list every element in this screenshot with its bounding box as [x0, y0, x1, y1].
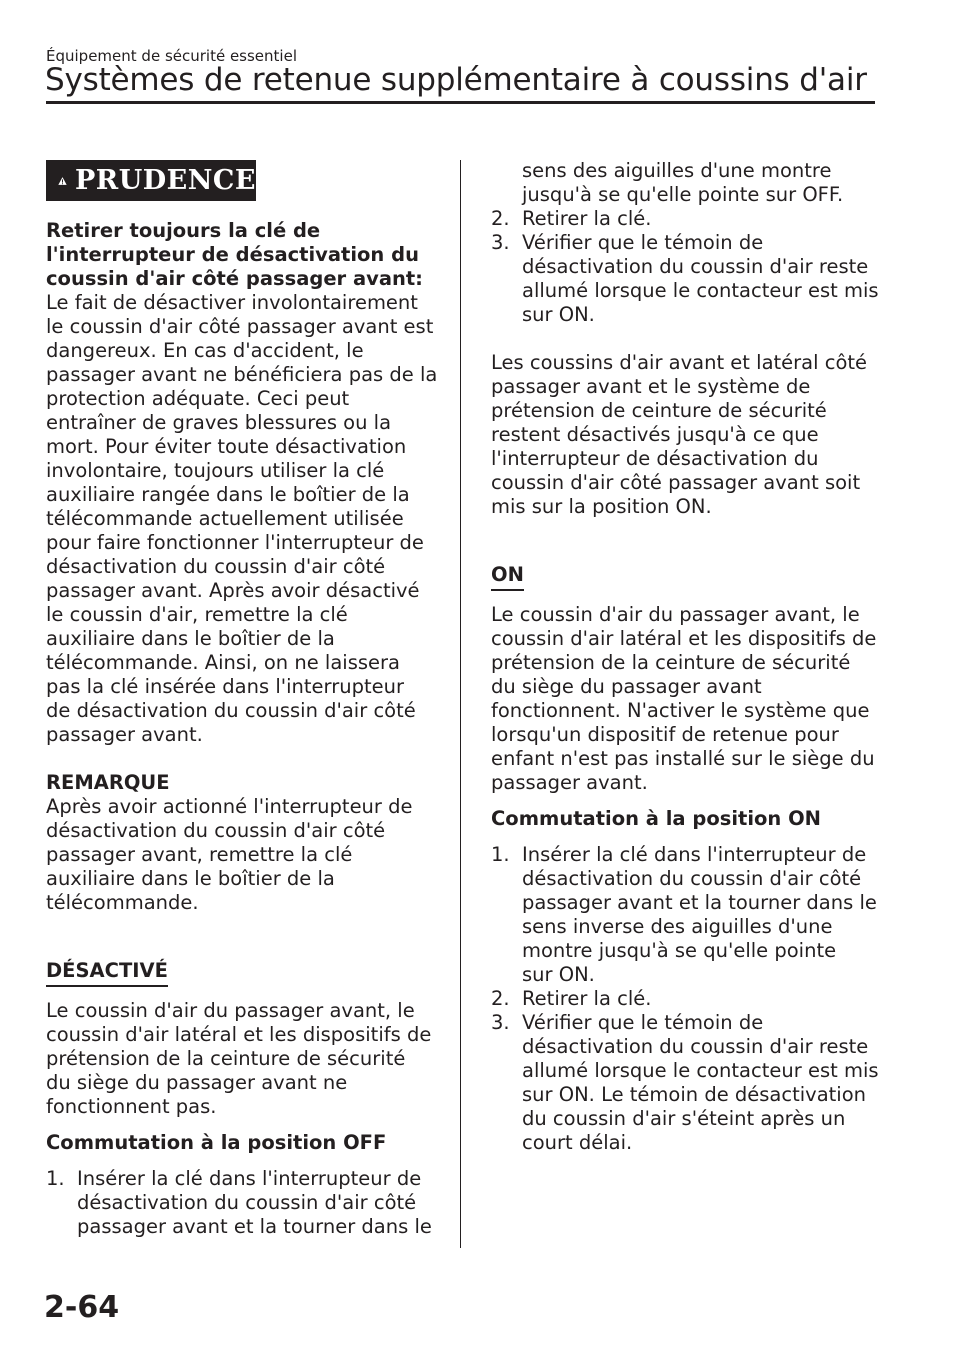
step-line: Insérer la clé dans l'interrupteur de	[77, 1167, 422, 1190]
off-body-line: fonctionnent pas.	[46, 1095, 217, 1118]
on-body-line: Le coussin d'air du passager avant, le	[491, 603, 860, 626]
off-step-3	[491, 231, 886, 327]
caution-banner	[46, 160, 256, 201]
caution-heading-line: l'interrupteur de désactivation du	[46, 243, 419, 266]
note-line: télécommande.	[46, 891, 199, 914]
off-body-line: du siège du passager avant ne	[46, 1071, 348, 1094]
on-subheading: Commutation à la position ON	[491, 807, 821, 830]
on-step-3	[491, 1011, 886, 1155]
on-body-line: fonctionnent. N'activer le système que	[491, 699, 870, 722]
caution-body	[46, 291, 436, 747]
caution-body-line: le coussin d'air côté passager avant est	[46, 315, 434, 338]
off-body-line: Le coussin d'air du passager avant, le	[46, 999, 415, 1022]
step-line: jusqu'à se qu'elle pointe sur OFF.	[522, 183, 844, 206]
off-section-heading: DÉSACTIVÉ	[46, 959, 168, 987]
page-number: 2-64	[44, 1290, 120, 1325]
step-number: 3.	[491, 231, 510, 254]
right-column	[491, 159, 886, 1155]
column-divider	[460, 160, 461, 1248]
off-body-line: prétension de la ceinture de sécurité	[46, 1047, 406, 1070]
on-section-body	[491, 603, 886, 795]
off-step-1	[46, 1167, 436, 1239]
caution-body-line: entraîner de graves blessures ou la	[46, 411, 392, 434]
caution-body-line: passager avant. Après avoir désactivé	[46, 579, 420, 602]
caution-label: PRUDENCE	[74, 164, 256, 196]
step-line: sens des aiguilles d'une montre	[522, 159, 832, 182]
step-line: sur ON.	[522, 963, 595, 986]
caution-heading-line: coussin d'air côté passager avant:	[46, 267, 423, 290]
step-number: 2.	[491, 207, 510, 230]
caution-body-line: involontaire, toujours utiliser la clé	[46, 459, 385, 482]
header-divider	[46, 101, 875, 104]
on-step-2	[491, 987, 886, 1011]
step-line: Vérifier que le témoin de	[522, 231, 764, 254]
step-line: court délai.	[522, 1131, 633, 1154]
step-line: montre jusqu'à se qu'elle pointe	[522, 939, 837, 962]
step-line: Retirer la clé.	[522, 987, 652, 1010]
summary-line: passager avant et le système de	[491, 375, 811, 398]
on-body-line: passager avant.	[491, 771, 648, 794]
summary-line: mis sur la position ON.	[491, 495, 712, 518]
step-line: désactivation du coussin d'air côté	[522, 867, 862, 890]
step-number: 1.	[491, 843, 510, 866]
on-body-line: du siège du passager avant	[491, 675, 762, 698]
left-column	[46, 160, 436, 1239]
note-body	[46, 795, 436, 915]
caution-body-line: pas la clé insérée dans l'interrupteur	[46, 675, 404, 698]
off-step-2	[491, 207, 886, 231]
caution-heading	[46, 219, 436, 291]
caution-body-line: passager avant ne bénéficiera pas de la	[46, 363, 438, 386]
step-line: désactivation du coussin d'air reste	[522, 255, 869, 278]
header-section-label: Équipement de sécurité essentiel	[46, 47, 297, 65]
off-summary	[491, 351, 886, 519]
on-body-line: prétension de la ceinture de sécurité	[491, 651, 851, 674]
page-title: Systèmes de retenue supplémentaire à coussins d'air	[45, 62, 867, 98]
caution-body-line: télécommande. Ainsi, on ne laissera	[46, 651, 400, 674]
step-number: 1.	[46, 1167, 65, 1190]
step-number: 3.	[491, 1011, 510, 1034]
off-subheading: Commutation à la position OFF	[46, 1131, 387, 1154]
on-body-line: lorsqu'un dispositif de retenue pour	[491, 723, 839, 746]
caution-body-line: désactivation du coussin d'air côté	[46, 555, 386, 578]
step-line: sens inverse des aiguilles d'une	[522, 915, 833, 938]
step-line: Retirer la clé.	[522, 207, 652, 230]
caution-body-line: le coussin d'air, remettre la clé	[46, 603, 348, 626]
caution-body-line: passager avant.	[46, 723, 203, 746]
caution-heading-line: Retirer toujours la clé de	[46, 219, 321, 242]
note-label: REMARQUE	[46, 771, 170, 794]
on-section-heading: ON	[491, 563, 524, 591]
caution-body-line: dangereux. En cas d'accident, le	[46, 339, 364, 362]
caution-body-line: pour faire fonctionner l'interrupteur de	[46, 531, 424, 554]
step-line: Vérifier que le témoin de	[522, 1011, 764, 1034]
off-section-body	[46, 999, 436, 1119]
summary-line: l'interrupteur de désactivation du	[491, 447, 819, 470]
step-line: désactivation du coussin d'air côté	[77, 1191, 417, 1214]
note-line: passager avant, remettre la clé	[46, 843, 353, 866]
warning-triangle-icon	[58, 167, 67, 195]
note-line: désactivation du coussin d'air côté	[46, 819, 386, 842]
step-line: sur ON. Le témoin de désactivation	[522, 1083, 867, 1106]
step-line: allumé lorsque le contacteur est mis	[522, 1059, 879, 1082]
on-body-line: enfant n'est pas installé sur le siège du	[491, 747, 875, 770]
off-body-line: coussin d'air latéral et les dispositifs de	[46, 1023, 432, 1046]
step-line: allumé lorsque le contacteur est mis	[522, 279, 879, 302]
step-line: désactivation du coussin d'air reste	[522, 1035, 869, 1058]
step-number: 2.	[491, 987, 510, 1010]
note-line: auxiliaire dans le boîtier de la	[46, 867, 335, 890]
step-line: passager avant et la tourner dans le	[522, 891, 877, 914]
step-line: Insérer la clé dans l'interrupteur de	[522, 843, 867, 866]
caution-body-line: auxiliaire dans le boîtier de la	[46, 627, 335, 650]
caution-body-line: de désactivation du coussin d'air côté	[46, 699, 416, 722]
step-line: du coussin d'air s'éteint après un	[522, 1107, 846, 1130]
caution-body-line: Le fait de désactiver involontairement	[46, 291, 418, 314]
caution-body-line: auxiliaire rangée dans le boîtier de la	[46, 483, 410, 506]
on-step-1	[491, 843, 886, 987]
summary-line: prétension de ceinture de sécurité	[491, 399, 827, 422]
summary-line: Les coussins d'air avant et latéral côté	[491, 351, 868, 374]
summary-line: coussin d'air côté passager avant soit	[491, 471, 861, 494]
caution-body-line: mort. Pour éviter toute désactivation	[46, 435, 407, 458]
step-line: sur ON.	[522, 303, 595, 326]
step-line: passager avant et la tourner dans le	[77, 1215, 432, 1238]
on-body-line: coussin d'air latéral et les dispositifs de	[491, 627, 877, 650]
caution-body-line: protection adéquate. Ceci peut	[46, 387, 350, 410]
note-line: Après avoir actionné l'interrupteur de	[46, 795, 413, 818]
caution-body-line: télécommande actuellement utilisée	[46, 507, 404, 530]
summary-line: restent désactivés jusqu'à ce que	[491, 423, 819, 446]
